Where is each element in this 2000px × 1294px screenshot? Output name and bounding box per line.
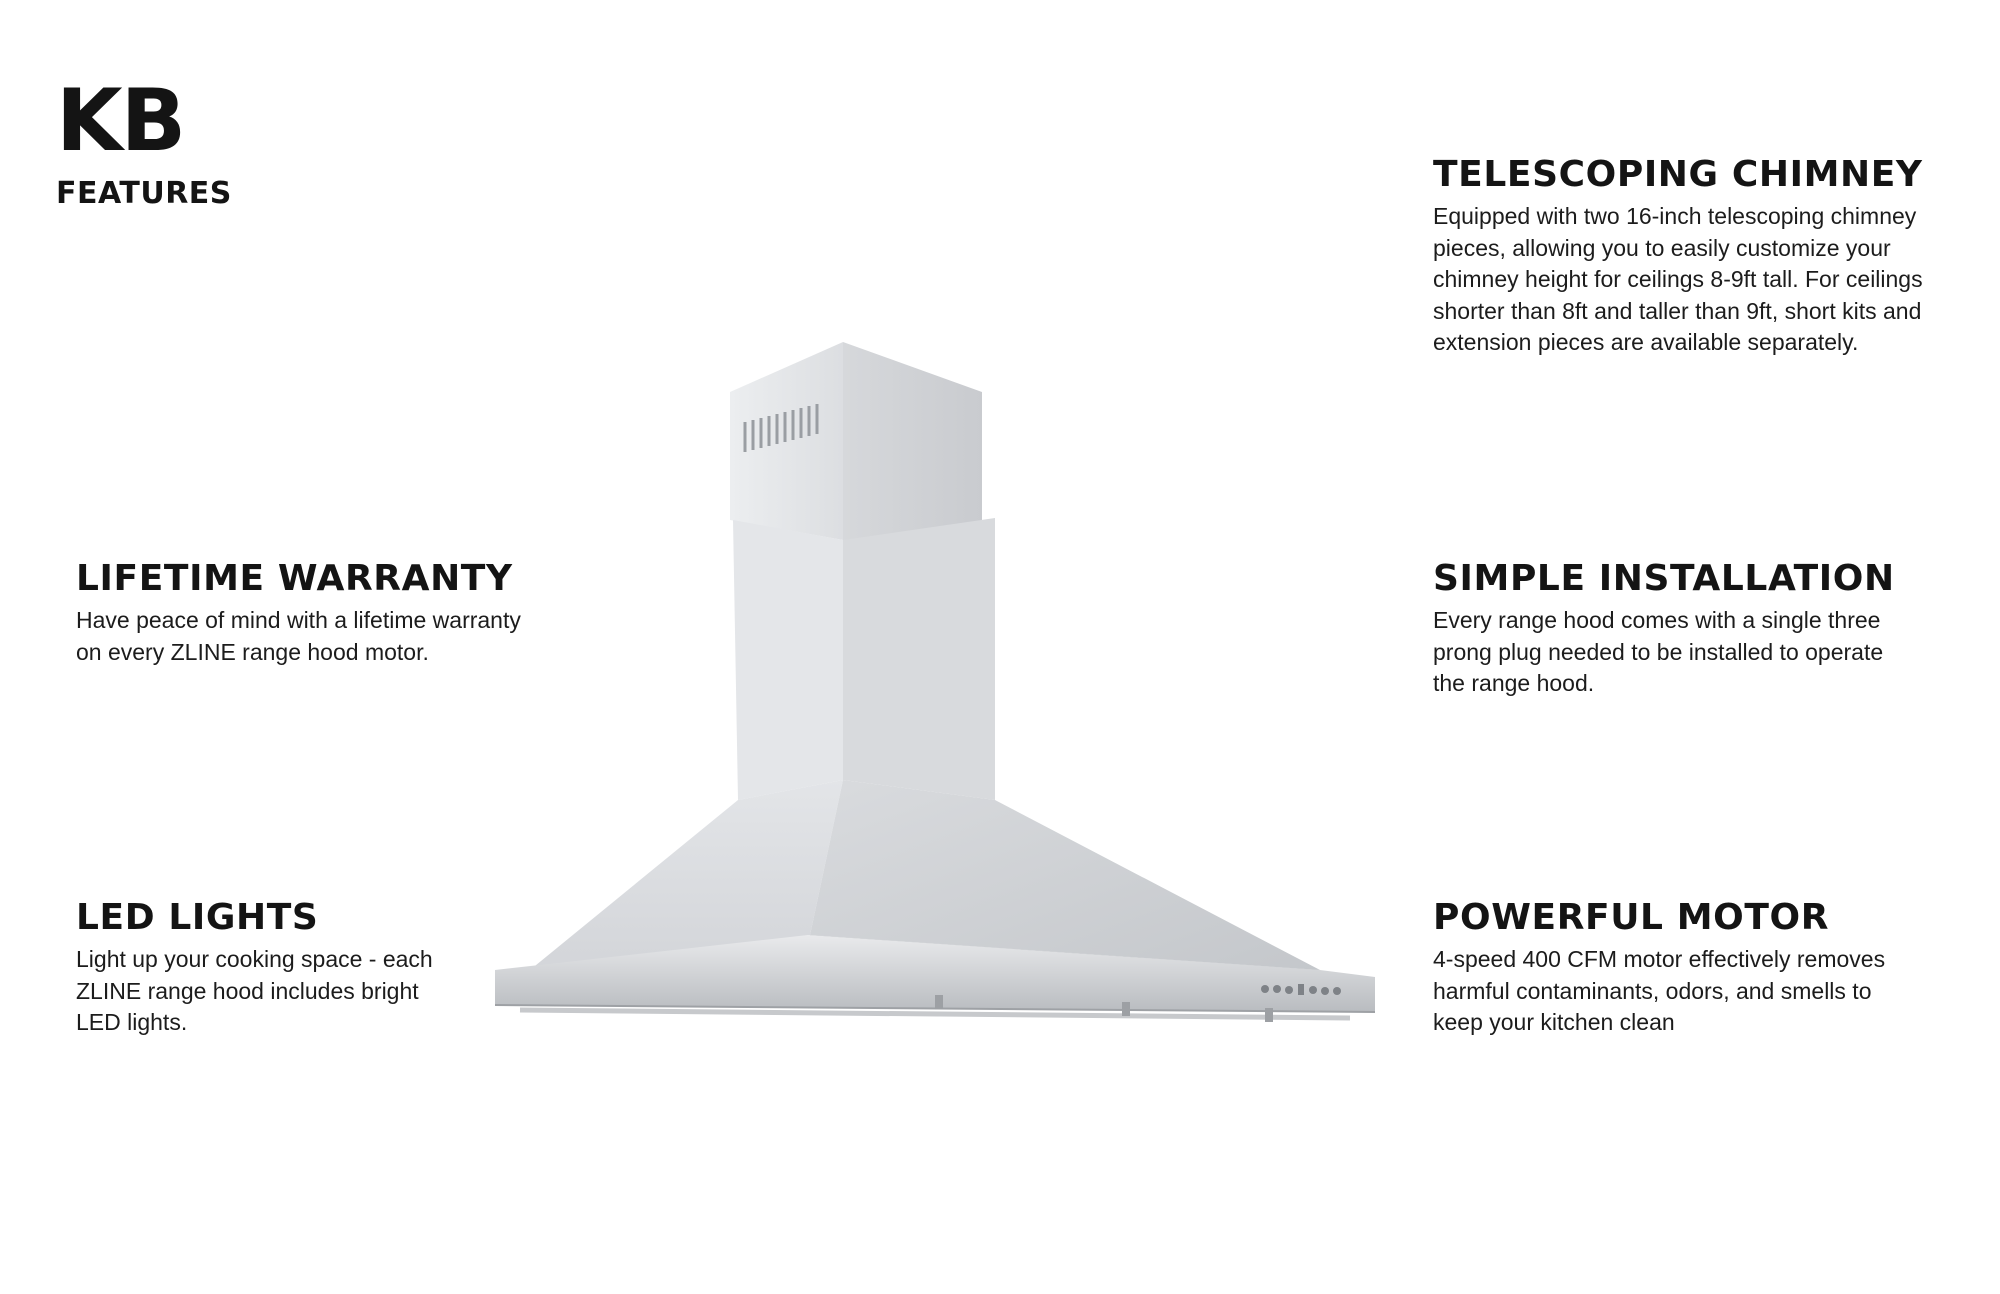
brand-code: KB — [56, 71, 185, 171]
feature-telescoping-chimney — [1433, 153, 1923, 359]
feature-simple-installation — [1433, 557, 1913, 700]
feature-text: Light up your cooking space - each ZLINE range hood includes bright LED lights. — [76, 946, 433, 1035]
feature-title: TELESCOPING CHIMNEY — [1433, 154, 1923, 195]
feature-title: LIFETIME WARRANTY — [76, 558, 513, 599]
feature-powerful-motor — [1433, 896, 1913, 1039]
feature-lifetime-warranty — [76, 557, 546, 668]
chimney-upper — [730, 342, 982, 540]
brand-block — [56, 71, 232, 211]
feature-led-lights — [76, 896, 436, 1039]
feature-text: Every range hood comes with a single three prong plug needed to be installed to operate the range hood. — [1433, 607, 1884, 696]
range-hood-image — [480, 330, 1390, 1030]
feature-text: Equipped with two 16-inch telescoping chimney pieces, allowing you to easily customize your chimney height for ceilings 8-9ft tall. For ceilings shorter than 8ft and taller than 9ft, short kits and extension pieces are available separately. — [1433, 203, 1923, 355]
feature-title: POWERFUL MOTOR — [1433, 897, 1830, 938]
feature-title: LED LIGHTS — [76, 897, 319, 938]
feature-text: Have peace of mind with a lifetime warranty on every ZLINE range hood motor. — [76, 607, 521, 665]
brand-subtitle: FEATURES — [56, 176, 232, 211]
chimney-lower — [733, 518, 995, 800]
feature-text: 4-speed 400 CFM motor effectively removes harmful contaminants, odors, and smells to keep your kitchen clean — [1433, 946, 1886, 1035]
feature-title: SIMPLE INSTALLATION — [1433, 558, 1895, 599]
